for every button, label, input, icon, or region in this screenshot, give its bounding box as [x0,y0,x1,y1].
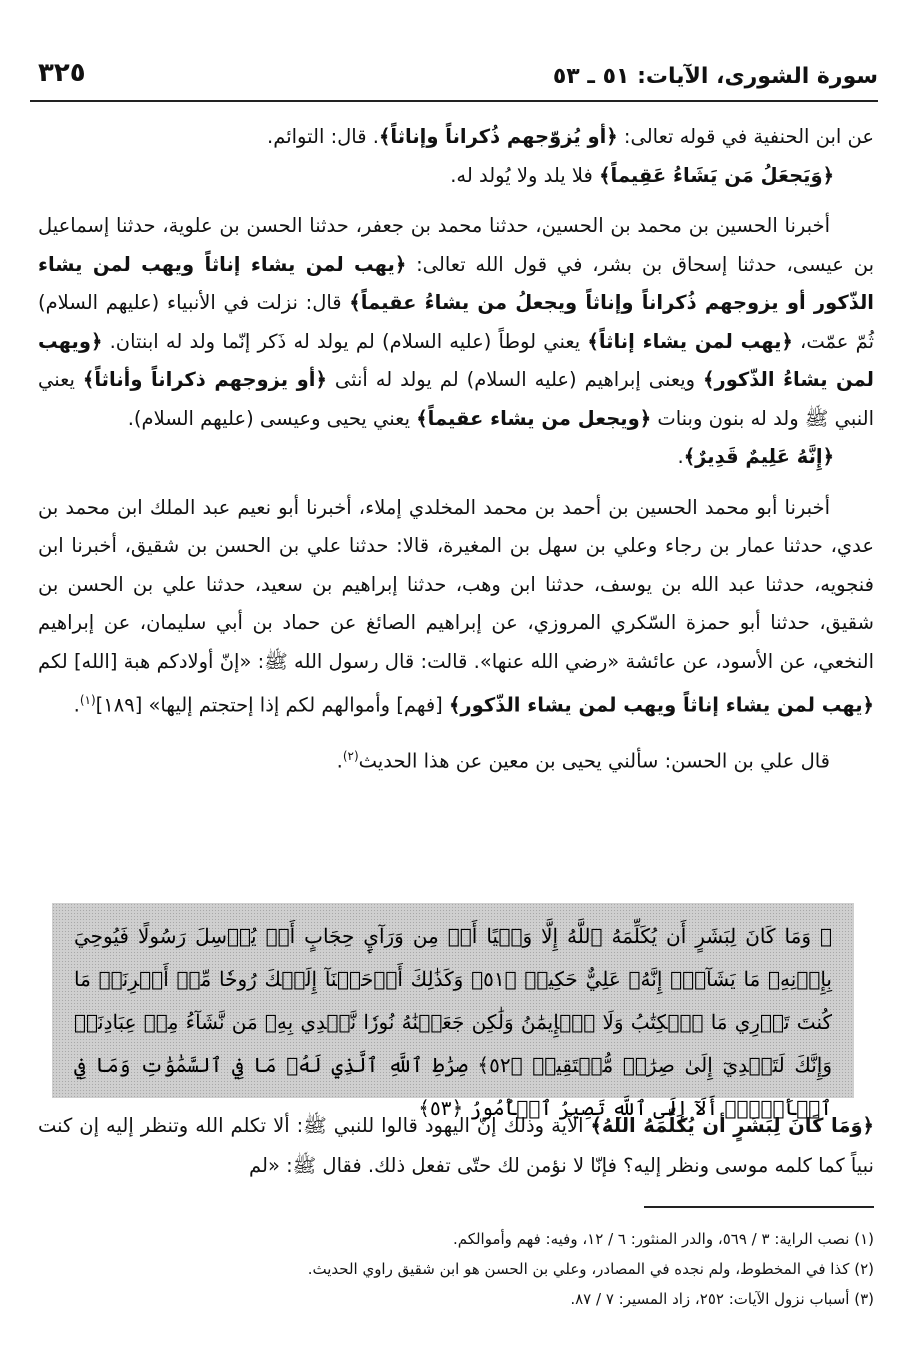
main-text [38,118,874,781]
footnote-2: (٢) كذا في المخطوط، ولم نجده في المصادر، وعلي بن الحسن هو ابن شقيق راوي الحديث. [307,1260,874,1278]
quran-verses-box [52,903,854,1120]
footnote-ref[interactable]: (١) [79,693,96,707]
text: عن ابن الحنفية في قوله تعالى: [617,125,874,148]
quran-quote: ﴿يهب لمن يشاء إناثاً ويهب لمن يشاء الذّكور﴾ [448,693,874,717]
page-header [30,58,878,102]
text: . [677,445,684,468]
paragraph-7 [38,1106,874,1186]
paragraph-6 [38,737,874,781]
quran-quote: ﴿يهب لمن يشاء إناثاً ويهب لمن يشاء الذّكور أو يزوجهم ذُكراناً وإناثاً ويجعلُ من يشاءُ عقيماً﴾ [38,252,874,314]
text: . قال: التوائم. [267,125,379,148]
quran-quote: ﴿ويهب لمن يشاءُ الذّكور﴾ [38,329,875,391]
paragraph-1 [38,118,874,157]
quran-quote: ﴿ويجعل من يشاء عقيماً﴾ [416,406,652,430]
quran-verses-text: ۞ وَمَا كَانَ لِبَشَرٍ أَن يُكَلِّمَهُ ٱللَّهُ إِلَّا وَحۡيًا أَوۡ مِن وَرَآيِٕ حِجَابٍ أَوۡ يُرۡسِلَ رَسُولًا فَيُوحِيَ بِإِذۡنِهِۦ مَا يَشَآءُۚ إِنَّهُۥ عَلِيٌّ حَكِيمٞ ﴿٥١﴾ وَكَذَٰلِكَ أَوۡحَيۡنَآ إِلَيۡكَ رُوحٗا مِّنۡ أَمۡرِنَاۚ مَا كُنتَ تَدۡرِي مَا ٱلۡكِتَٰبُ وَلَا ٱلۡإِيمَٰنُ وَلَٰكِن جَعَلۡنَٰهُ نُورٗا نَّهۡدِي بِهِۦ مَن نَّشَآءُ مِنۡ عِبَادِنَاۚ وَإِنَّكَ لَتَهۡدِيٓ إِلَىٰ صِرَٰطٖ مُّسۡتَقِيمٖ ﴿٥٢﴾ صِرَٰطِ ٱللَّهِ ٱلَّذِي لَهُۥ مَا فِي ٱلسَّمَٰوَٰتِ وَمَا فِي ٱلۡأَرۡضِۗ أَلَآ إِلَى ٱللَّهِ تَصِيرُ ٱلۡأُمُورُ ﴿٥٣﴾ [74,924,833,1120]
quran-quote: ﴿وَيَجعَلُ مَن يَشَاءُ عَقِيماً﴾ [599,163,834,187]
text: . [73,693,80,717]
text: أخبرنا الحسين بن محمد بن الحسين، حدثنا محمد بن جعفر، حدثنا الحسن بن علوية، حدثنا إسماعيل بن عيسى، حدثنا إسحاق بن بشر، في قول الله تعالى: [38,214,874,276]
text: قال علي بن الحسن: سألني يحيى بن معين عن هذا الحديث [358,749,830,773]
text: فلا يلد ولا يُولد له. [450,163,600,187]
running-title: سورة الشورى، الآيات: ٥١ ـ ٥٣ [552,64,878,89]
text: أخبرنا أبو محمد الحسين بن أحمد بن محمد المخلدي إملاء، أخبرنا أبو نعيم عبد الملك ابن محمد بن عدي، حدثنا عمار بن رجاء وعلي بن سهل بن المغيرة، قالا: حدثنا علي بن الحسن بن شقيق، أخبرنا ابن فنجويه، حدثنا عبد الله بن يوسف، حدثنا ابن وهب، حدثنا إبراهيم بن سعيد، حدثنا علي بن الحسن بن شقيق، حدثنا أبو حمزة السّكري المروزي، عن إبراهيم الصائغ عن حماد بن أبي سليمان، عن إبراهيم النخعي، عن الأسود، عن عائشة «رضي الله عنها». قالت: قال رسول الله ﷺ: «إنّ أولادكم هبة [الله] لكم [38,495,874,673]
quran-quote: ﴿يهب لمن يشاء إناثاً﴾ [587,329,793,353]
paragraph-4 [38,438,874,477]
text: ويعنى إبراهيم (عليه السلام) لم يولد له أنثى [326,368,704,391]
quran-quote: ﴿إِنَّهُ عَلِيمٌ قَدِيرٌ﴾ [683,445,834,468]
quran-quote: ﴿أو يزوجهم ذكراناً وأناثاً﴾ [82,368,327,391]
text: الآية وذلك إنّ اليهود قالوا للنبي ﷺ: ألا تكلم الله وتنظر إليه إن كنت نبياً كما كلمه موسى ونظر إليه؟ فإنّا لا نؤمن لك حتّى تفعل ذلك. فقال ﷺ: «لم [38,1114,874,1177]
quran-quote: ﴿وَمَا كَانَ لِبَشَرٍ أن يُكَلِّمَهُ اللهُ﴾ [590,1114,874,1137]
text: . [336,749,343,773]
footnotes [60,1224,874,1314]
text: يعني يحيى وعيسى (عليهم السلام). [127,406,417,430]
page-number: ٣٢٥ [38,58,86,88]
text: قال: نزلت في الأنبياء (عليهم السلام) ثُمّ عمّت، [38,291,874,353]
paragraph-3 [38,207,874,438]
commentary-text [38,1106,874,1186]
footnote-3: (٣) أسباب نزول الآيات: ٢٥٢، زاد المسير: ٧ / ٨٧. [570,1290,874,1308]
quran-quote: ﴿أو يُزوّجهم ذُكراناً وإناثاً﴾ [378,125,618,148]
footnote-divider [644,1206,874,1208]
paragraph-5 [38,489,874,726]
text: [فهم] وأموالهم لكم إذا إحتجتم إليها» [١٨٩] [95,693,449,717]
footnote-ref[interactable]: (٢) [342,749,359,763]
paragraph-2 [38,157,874,196]
footnote-1: (١) نصب الراية: ٣ / ٥٦٩، والدر المنثور: ٦ / ١٢، وفيه: فهم وأموالكم. [452,1230,874,1248]
text: يعني النبي ﷺ ولد له بنون وبنات [38,368,874,430]
text: يعني لوطاً (عليه السلام) لم يولد له ذَكر إنّما ولد له ابنتان. [102,329,588,353]
